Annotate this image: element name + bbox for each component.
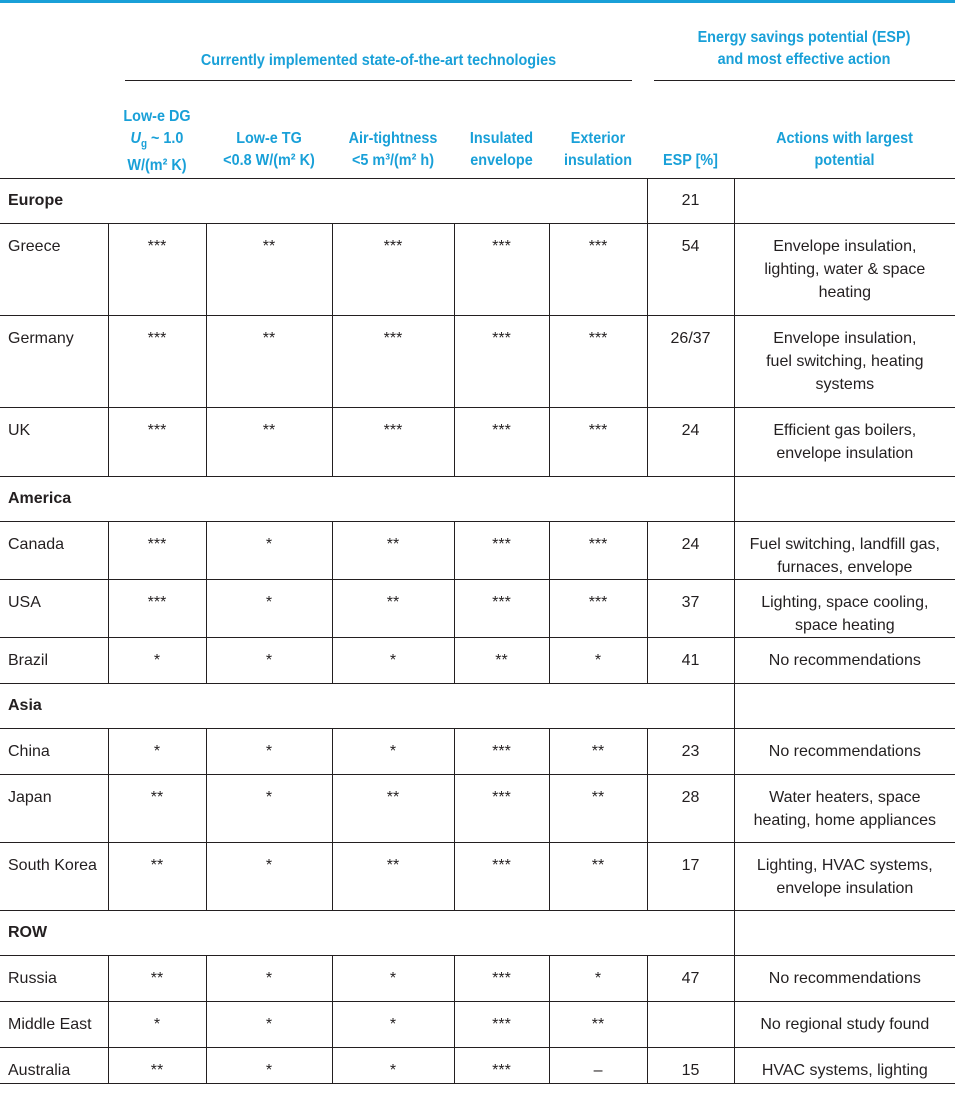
low-e-tg-rating-cell xyxy=(206,580,332,638)
exterior-insulation-rating: – xyxy=(593,1062,603,1079)
action-cell xyxy=(734,316,955,408)
exterior-insulation-rating: * xyxy=(594,970,602,987)
low-e-dg-rating: *** xyxy=(147,594,167,611)
air-tightness-rating-cell xyxy=(332,638,454,684)
col-header-exterior-insulation xyxy=(554,128,642,172)
insulated-envelope-rating: *** xyxy=(492,857,511,874)
exterior-insulation-rating-cell xyxy=(549,638,647,684)
insulated-envelope-rating-cell xyxy=(454,580,549,638)
low-e-dg-rating: *** xyxy=(147,536,167,553)
esp-value: 41 xyxy=(681,652,700,669)
exterior-insulation-rating-cell xyxy=(549,1002,647,1048)
region-row xyxy=(0,477,955,522)
action-line: furnaces, envelope xyxy=(777,559,913,576)
esp-cell xyxy=(647,911,734,956)
region-name: ROW xyxy=(8,924,48,941)
table-row xyxy=(0,775,955,843)
action-line: No recommendations xyxy=(768,743,921,760)
exterior-insulation-rating-cell xyxy=(549,522,647,580)
region-name-cell xyxy=(0,179,647,224)
insulated-envelope-rating-cell xyxy=(454,316,549,408)
action-line: Envelope insulation, xyxy=(773,238,917,255)
table-row xyxy=(0,1002,955,1048)
col-header-insulated-envelope-line1: Insulated xyxy=(469,130,534,147)
esp-cell xyxy=(647,843,734,911)
action-line: envelope insulation xyxy=(776,445,914,462)
country-name: USA xyxy=(8,594,41,611)
low-e-tg-rating: * xyxy=(265,970,273,987)
esp-cell xyxy=(647,580,734,638)
esp-cell xyxy=(647,1002,734,1048)
low-e-dg-rating: *** xyxy=(147,238,167,255)
col-header-low-e-dg-line2 xyxy=(113,128,201,155)
exterior-insulation-rating: ** xyxy=(591,789,605,806)
low-e-dg-rating: * xyxy=(153,743,161,760)
action-cell xyxy=(734,477,955,522)
low-e-dg-rating-cell xyxy=(108,224,206,316)
action-cell xyxy=(734,911,955,956)
table-row xyxy=(0,316,955,408)
action-cell xyxy=(734,843,955,911)
insulated-envelope-rating-cell xyxy=(454,775,549,843)
air-tightness-rating: * xyxy=(389,743,397,760)
exterior-insulation-rating: *** xyxy=(588,536,608,553)
low-e-tg-rating: * xyxy=(265,789,273,806)
esp-value: 24 xyxy=(681,536,700,553)
insulated-envelope-rating: *** xyxy=(492,1016,511,1033)
exterior-insulation-rating-cell xyxy=(549,956,647,1002)
low-e-tg-rating: * xyxy=(265,857,273,874)
region-name: Asia xyxy=(8,697,42,714)
action-cell xyxy=(734,1048,955,1084)
air-tightness-rating-cell xyxy=(332,580,454,638)
region-row xyxy=(0,684,955,729)
low-e-tg-rating-cell xyxy=(206,775,332,843)
exterior-insulation-rating-cell xyxy=(549,580,647,638)
ug-subscript: g xyxy=(140,138,148,151)
exterior-insulation-rating-cell xyxy=(549,729,647,775)
col-header-esp: ESP [%] xyxy=(663,152,718,169)
exterior-insulation-rating: * xyxy=(594,652,602,669)
air-tightness-rating-cell xyxy=(332,224,454,316)
air-tightness-rating: *** xyxy=(383,238,403,255)
low-e-dg-rating-cell xyxy=(108,1002,206,1048)
country-cell xyxy=(0,522,108,580)
ug-value: ~ 1.0 xyxy=(147,130,184,147)
insulated-envelope-rating-cell xyxy=(454,1048,549,1084)
low-e-tg-rating: * xyxy=(265,743,273,760)
exterior-insulation-rating: ** xyxy=(591,857,605,874)
insulated-envelope-rating-cell xyxy=(454,408,549,477)
esp-cell xyxy=(647,522,734,580)
exterior-insulation-rating-cell xyxy=(549,224,647,316)
country-cell xyxy=(0,729,108,775)
table-row xyxy=(0,1048,955,1084)
country-cell xyxy=(0,316,108,408)
insulated-envelope-rating-cell xyxy=(454,638,549,684)
low-e-tg-rating-cell xyxy=(206,1048,332,1084)
low-e-tg-rating: * xyxy=(265,536,273,553)
low-e-tg-rating-cell xyxy=(206,956,332,1002)
col-header-exterior-insulation-line2: insulation xyxy=(563,152,633,169)
insulated-envelope-rating: *** xyxy=(492,238,511,255)
insulated-envelope-rating: *** xyxy=(492,789,511,806)
action-cell xyxy=(734,522,955,580)
esp-cell xyxy=(647,224,734,316)
action-cell xyxy=(734,224,955,316)
esp-value: 54 xyxy=(681,238,700,255)
air-tightness-rating: * xyxy=(389,1016,397,1033)
low-e-dg-rating: ** xyxy=(150,857,164,874)
exterior-insulation-rating: *** xyxy=(588,422,608,439)
col-header-air-tightness-line1: Air-tightness xyxy=(348,130,438,147)
col-header-insulated-envelope xyxy=(459,128,545,172)
action-line: Water heaters, space xyxy=(769,789,921,806)
country-name: Brazil xyxy=(8,652,49,669)
country-name: Russia xyxy=(8,970,57,987)
low-e-dg-rating-cell xyxy=(108,316,206,408)
action-cell xyxy=(734,408,955,477)
exterior-insulation-rating: ** xyxy=(591,1016,605,1033)
group-header-esp xyxy=(669,27,939,71)
low-e-tg-rating-cell xyxy=(206,408,332,477)
col-header-low-e-tg-line2: <0.8 W/(m² K) xyxy=(223,152,315,169)
country-cell xyxy=(0,1002,108,1048)
esp-value: 47 xyxy=(681,970,700,987)
group-header-esp-line2: and most effective action xyxy=(717,51,891,68)
col-header-low-e-dg xyxy=(113,106,201,177)
air-tightness-rating-cell xyxy=(332,316,454,408)
table-body xyxy=(0,179,955,1084)
air-tightness-rating-cell xyxy=(332,1048,454,1084)
col-header-actions xyxy=(745,128,944,172)
low-e-dg-rating-cell xyxy=(108,1048,206,1084)
action-cell xyxy=(734,1002,955,1048)
table-row xyxy=(0,580,955,638)
action-line: Envelope insulation, xyxy=(773,330,917,347)
region-name-cell xyxy=(0,911,647,956)
low-e-dg-rating: ** xyxy=(150,1062,164,1079)
low-e-tg-rating-cell xyxy=(206,224,332,316)
low-e-dg-rating: ** xyxy=(150,970,164,987)
low-e-tg-rating: ** xyxy=(262,422,276,439)
low-e-dg-rating: * xyxy=(153,652,161,669)
insulated-envelope-rating: ** xyxy=(495,652,508,669)
insulated-envelope-rating-cell xyxy=(454,224,549,316)
low-e-tg-rating-cell xyxy=(206,522,332,580)
action-line: Fuel switching, landfill gas, xyxy=(749,536,940,553)
action-line: HVAC systems, lighting xyxy=(761,1062,928,1079)
country-cell xyxy=(0,580,108,638)
action-line: fuel switching, heating xyxy=(766,353,924,370)
action-line: No recommendations xyxy=(768,652,921,669)
low-e-tg-rating-cell xyxy=(206,1002,332,1048)
action-cell xyxy=(734,179,955,224)
action-cell xyxy=(734,684,955,729)
low-e-dg-rating-cell xyxy=(108,729,206,775)
table-row xyxy=(0,843,955,911)
air-tightness-rating-cell xyxy=(332,522,454,580)
country-name: Middle East xyxy=(8,1016,92,1033)
insulated-envelope-rating: *** xyxy=(492,594,511,611)
table-row xyxy=(0,408,955,477)
insulated-envelope-rating: *** xyxy=(492,330,511,347)
esp-cell xyxy=(647,638,734,684)
region-row xyxy=(0,179,955,224)
low-e-dg-rating-cell xyxy=(108,956,206,1002)
country-cell xyxy=(0,1048,108,1084)
esp-cell xyxy=(647,775,734,843)
table-row xyxy=(0,638,955,684)
esp-value: 37 xyxy=(681,594,700,611)
low-e-dg-rating: * xyxy=(153,1016,161,1033)
low-e-tg-rating: * xyxy=(265,1016,273,1033)
low-e-dg-rating-cell xyxy=(108,408,206,477)
group-header-technologies: Currently implemented state-of-the-art technologies xyxy=(200,52,557,69)
country-name: Australia xyxy=(8,1062,71,1079)
insulated-envelope-rating: *** xyxy=(492,1062,511,1079)
action-line: heating xyxy=(818,284,872,301)
col-header-actions-line1: Actions with largest xyxy=(776,130,913,147)
esp-cell xyxy=(647,179,734,224)
esp-cell xyxy=(647,956,734,1002)
air-tightness-rating-cell xyxy=(332,408,454,477)
action-line: lighting, water & space xyxy=(764,261,926,278)
action-line: systems xyxy=(815,376,875,393)
low-e-tg-rating: ** xyxy=(262,330,276,347)
table-row xyxy=(0,224,955,316)
action-cell xyxy=(734,956,955,1002)
table-row xyxy=(0,729,955,775)
col-header-low-e-tg xyxy=(212,128,325,172)
exterior-insulation-rating-cell xyxy=(549,775,647,843)
air-tightness-rating: ** xyxy=(386,789,400,806)
ug-symbol: U xyxy=(130,130,141,147)
air-tightness-rating: * xyxy=(389,970,397,987)
esp-value: 15 xyxy=(681,1062,700,1079)
col-header-low-e-dg-line1: Low-e DG xyxy=(123,108,191,125)
insulated-envelope-rating-cell xyxy=(454,729,549,775)
action-line: Lighting, HVAC systems, xyxy=(756,857,933,874)
low-e-dg-rating-cell xyxy=(108,580,206,638)
air-tightness-rating-cell xyxy=(332,729,454,775)
air-tightness-rating-cell xyxy=(332,1002,454,1048)
insulated-envelope-rating: *** xyxy=(492,970,511,987)
action-cell xyxy=(734,580,955,638)
low-e-tg-rating: * xyxy=(265,652,273,669)
low-e-tg-rating-cell xyxy=(206,638,332,684)
col-header-low-e-tg-line1: Low-e TG xyxy=(236,130,302,147)
air-tightness-rating-cell xyxy=(332,956,454,1002)
action-line: heating, home appliances xyxy=(753,812,936,829)
country-name: Greece xyxy=(8,238,61,255)
action-line: Efficient gas boilers, xyxy=(773,422,917,439)
exterior-insulation-rating: *** xyxy=(588,238,608,255)
insulated-envelope-rating-cell xyxy=(454,956,549,1002)
esp-value: 26/37 xyxy=(670,330,711,347)
country-cell xyxy=(0,775,108,843)
col-header-exterior-insulation-line1: Exterior xyxy=(570,130,626,147)
air-tightness-rating: ** xyxy=(386,857,400,874)
low-e-dg-rating: ** xyxy=(150,789,164,806)
action-line: Lighting, space cooling, xyxy=(761,594,929,611)
air-tightness-rating: *** xyxy=(383,330,403,347)
esp-value: 28 xyxy=(681,789,700,806)
action-cell xyxy=(734,638,955,684)
region-name: Europe xyxy=(8,192,64,209)
exterior-insulation-rating: *** xyxy=(588,330,608,347)
exterior-insulation-rating-cell xyxy=(549,316,647,408)
insulated-envelope-rating-cell xyxy=(454,1002,549,1048)
action-line: envelope insulation xyxy=(776,880,914,897)
esp-cell xyxy=(647,477,734,522)
low-e-dg-rating: *** xyxy=(147,422,167,439)
country-name: South Korea xyxy=(8,857,97,874)
group-header-esp-line1: Energy savings potential (ESP) xyxy=(697,29,911,46)
low-e-tg-rating: * xyxy=(265,1062,273,1079)
region-name: America xyxy=(8,490,72,507)
air-tightness-rating: ** xyxy=(386,594,400,611)
action-line: space heating xyxy=(794,617,895,634)
esp-cell xyxy=(647,729,734,775)
air-tightness-rating: *** xyxy=(383,422,403,439)
country-name: Japan xyxy=(8,789,52,806)
esp-table xyxy=(0,178,955,1084)
exterior-insulation-rating-cell xyxy=(549,1048,647,1084)
country-cell xyxy=(0,956,108,1002)
exterior-insulation-rating: *** xyxy=(588,594,608,611)
esp-value: 17 xyxy=(681,857,700,874)
insulated-envelope-rating: *** xyxy=(492,743,511,760)
low-e-tg-rating-cell xyxy=(206,729,332,775)
insulated-envelope-rating-cell xyxy=(454,522,549,580)
esp-cell xyxy=(647,316,734,408)
exterior-insulation-rating-cell xyxy=(549,843,647,911)
low-e-dg-rating-cell xyxy=(108,775,206,843)
esp-cell xyxy=(647,684,734,729)
exterior-insulation-rating: ** xyxy=(591,743,605,760)
country-name: Canada xyxy=(8,536,65,553)
top-accent-line xyxy=(0,0,955,3)
low-e-dg-rating-cell xyxy=(108,843,206,911)
region-row xyxy=(0,911,955,956)
esp-value: 23 xyxy=(681,743,700,760)
group-rule-esp xyxy=(654,80,955,81)
low-e-dg-rating-cell xyxy=(108,522,206,580)
table-row xyxy=(0,522,955,580)
country-cell xyxy=(0,408,108,477)
country-cell xyxy=(0,638,108,684)
low-e-tg-rating-cell xyxy=(206,843,332,911)
low-e-dg-rating-cell xyxy=(108,638,206,684)
air-tightness-rating: * xyxy=(389,652,397,669)
country-name: UK xyxy=(8,422,31,439)
country-cell xyxy=(0,224,108,316)
esp-value: 24 xyxy=(681,422,700,439)
insulated-envelope-rating: *** xyxy=(492,536,511,553)
low-e-tg-rating: * xyxy=(265,594,273,611)
low-e-dg-rating: *** xyxy=(147,330,167,347)
low-e-tg-rating-cell xyxy=(206,316,332,408)
air-tightness-rating: * xyxy=(389,1062,397,1079)
col-header-low-e-dg-line3: W/(m² K) xyxy=(127,157,187,175)
region-name-cell xyxy=(0,684,647,729)
action-line: No regional study found xyxy=(760,1016,930,1033)
table-row xyxy=(0,956,955,1002)
col-header-insulated-envelope-line2: envelope xyxy=(470,152,533,169)
insulated-envelope-rating: *** xyxy=(492,422,511,439)
air-tightness-rating: ** xyxy=(386,536,400,553)
action-cell xyxy=(734,729,955,775)
col-header-air-tightness xyxy=(338,128,448,172)
esp-value xyxy=(648,1002,734,1013)
country-name: China xyxy=(8,743,50,760)
country-name: Germany xyxy=(8,330,74,347)
esp-value: 21 xyxy=(681,192,700,209)
col-header-air-tightness-line2: <5 m³/(m² h) xyxy=(351,152,435,169)
country-cell xyxy=(0,843,108,911)
action-cell xyxy=(734,775,955,843)
exterior-insulation-rating-cell xyxy=(549,408,647,477)
action-line: No recommendations xyxy=(768,970,921,987)
air-tightness-rating-cell xyxy=(332,843,454,911)
low-e-tg-rating: ** xyxy=(262,238,276,255)
insulated-envelope-rating-cell xyxy=(454,843,549,911)
esp-cell xyxy=(647,408,734,477)
air-tightness-rating-cell xyxy=(332,775,454,843)
col-header-actions-line2: potential xyxy=(814,152,875,169)
esp-cell xyxy=(647,1048,734,1084)
region-name-cell xyxy=(0,477,647,522)
group-rule-technologies xyxy=(125,80,632,81)
